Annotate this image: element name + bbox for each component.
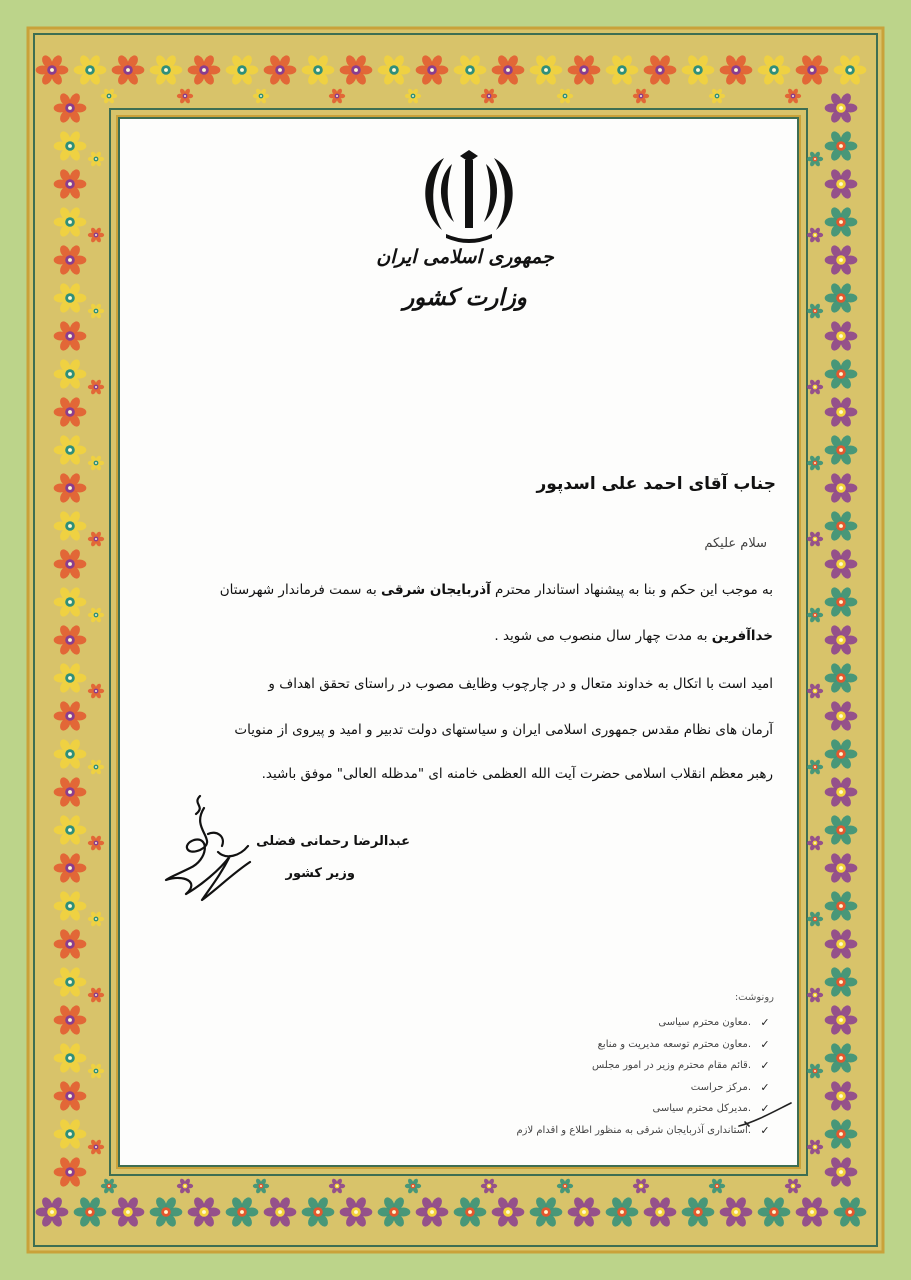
iran-emblem-icon: [416, 150, 522, 246]
salutation: سلام علیکم: [704, 536, 767, 551]
flower-dot: [95, 1070, 97, 1072]
flower-dot: [839, 866, 843, 870]
flower-dot: [68, 220, 72, 224]
flower-dot: [814, 614, 816, 616]
flower-dot: [354, 1210, 358, 1214]
check-icon: ✓: [760, 1102, 770, 1116]
flower-dot: [839, 562, 843, 566]
flower-dot: [658, 1210, 662, 1214]
flower-dot: [468, 68, 472, 72]
flower-dot: [412, 1185, 414, 1187]
flower-dot: [839, 714, 843, 718]
flower-dot: [792, 95, 794, 97]
cc-item: [441, 1012, 771, 1034]
check-icon: ✓: [760, 1080, 770, 1094]
flower-dot: [95, 538, 97, 540]
flower-dot: [839, 486, 843, 490]
flower-dot: [95, 918, 97, 920]
flower-dot: [716, 95, 718, 97]
flower-dot: [814, 310, 816, 312]
flower-dot: [68, 1018, 72, 1022]
flower-dot: [412, 95, 414, 97]
flower-dot: [430, 1210, 434, 1214]
flower-dot: [506, 1210, 510, 1214]
flower-dot: [716, 1185, 718, 1187]
flower-dot: [164, 68, 168, 72]
flower-dot: [848, 1210, 852, 1214]
cc-item-label: مدیرکل محترم سیاسی.: [652, 1103, 751, 1115]
flower-dot: [814, 386, 816, 388]
flower-dot: [202, 1210, 206, 1214]
flower-dot: [696, 68, 700, 72]
flower-dot: [772, 68, 776, 72]
flower-dot: [240, 1210, 244, 1214]
body-line-1-before: به موجب این حکم و بنا به پیشنهاد استاندار محترم: [490, 582, 773, 598]
flower-dot: [640, 1185, 642, 1187]
flower-dot: [95, 614, 97, 616]
flower-dot: [68, 714, 72, 718]
flower-dot: [68, 410, 72, 414]
flower-dot: [68, 144, 72, 148]
flower-dot: [734, 1210, 738, 1214]
flower-dot: [564, 1185, 566, 1187]
flower-dot: [68, 372, 72, 376]
flower-dot: [814, 918, 816, 920]
flower-dot: [68, 258, 72, 262]
body-line-3: امید است با اتکال به خداوند متعال و در چارچوب وظایف مصوب در راستای تحقق اهداف و: [268, 676, 773, 692]
flower-dot: [814, 234, 816, 236]
flower-dot: [839, 980, 843, 984]
flower-dot: [814, 766, 816, 768]
flower-dot: [50, 68, 54, 72]
cc-item-label: معاون محترم توسعه مدیریت و منابع.: [597, 1038, 751, 1050]
flower-dot: [392, 68, 396, 72]
flower-dot: [316, 68, 320, 72]
flower-dot: [620, 1210, 624, 1214]
flower-dot: [839, 1094, 843, 1098]
flower-dot: [95, 766, 97, 768]
flower-dot: [839, 676, 843, 680]
flower-dot: [88, 1210, 92, 1214]
check-icon: ✓: [760, 1059, 770, 1073]
flower-dot: [108, 95, 110, 97]
flower-dot: [95, 462, 97, 464]
country-name: جمهوری اسلامی ایران: [376, 246, 554, 268]
flower-dot: [839, 144, 843, 148]
cc-item: [441, 1077, 771, 1099]
flower-dot: [95, 842, 97, 844]
flower-dot: [640, 95, 642, 97]
flower-dot: [620, 68, 624, 72]
flower-dot: [839, 220, 843, 224]
flower-dot: [839, 106, 843, 110]
flower-dot: [839, 600, 843, 604]
flower-dot: [839, 372, 843, 376]
signer-name: عبدالرضا رحمانی فضلی: [256, 834, 410, 849]
flower-dot: [839, 904, 843, 908]
flower-dot: [814, 1070, 816, 1072]
flower-dot: [839, 334, 843, 338]
body-line-1: [133, 582, 773, 598]
flower-dot: [839, 524, 843, 528]
cc-item-label: استانداری آذربایجان شرقی به منظور اطلاع و اقدام لازم.: [516, 1124, 751, 1136]
flower-dot: [336, 95, 338, 97]
flower-dot: [839, 1056, 843, 1060]
flower-dot: [839, 1132, 843, 1136]
flower-dot: [544, 1210, 548, 1214]
flower-dot: [108, 1185, 110, 1187]
cc-item: [441, 1120, 771, 1142]
flower-dot: [839, 790, 843, 794]
flower-dot: [202, 68, 206, 72]
flower-dot: [68, 1094, 72, 1098]
handwritten-signature: [160, 790, 265, 920]
flower-dot: [488, 95, 490, 97]
flower-dot: [260, 95, 262, 97]
cc-title: رونوشت:: [734, 992, 774, 1003]
cc-item-label: مرکز حراست.: [690, 1081, 751, 1093]
flower-dot: [68, 676, 72, 680]
flower-dot: [468, 1210, 472, 1214]
city-name: خداآفرین: [711, 628, 773, 644]
flower-dot: [814, 842, 816, 844]
flower-dot: [68, 600, 72, 604]
flower-dot: [696, 1210, 700, 1214]
flower-dot: [278, 68, 282, 72]
flower-dot: [848, 68, 852, 72]
flower-dot: [68, 980, 72, 984]
flower-dot: [68, 1132, 72, 1136]
flower-dot: [839, 942, 843, 946]
flower-dot: [772, 1210, 776, 1214]
pen-mark: [735, 1100, 795, 1130]
flower-dot: [68, 562, 72, 566]
flower-dot: [184, 1185, 186, 1187]
flower-dot: [88, 68, 92, 72]
flower-dot: [184, 95, 186, 97]
flower-dot: [68, 1170, 72, 1174]
flower-dot: [126, 68, 130, 72]
flower-dot: [50, 1210, 54, 1214]
flower-dot: [95, 158, 97, 160]
addressee: جناب آقای احمد علی اسدپور: [536, 474, 776, 494]
cc-item: [441, 1055, 771, 1077]
flower-dot: [68, 334, 72, 338]
flower-dot: [68, 524, 72, 528]
flower-dot: [68, 942, 72, 946]
flower-dot: [164, 1210, 168, 1214]
flower-dot: [582, 68, 586, 72]
body-line-5: رهبر معظم انقلاب اسلامی حضرت آیت الله العظمی خامنه ای "مدظله العالی" موفق باشید.: [261, 766, 773, 782]
flower-dot: [544, 68, 548, 72]
flower-dot: [506, 68, 510, 72]
flower-dot: [792, 1185, 794, 1187]
flower-dot: [95, 234, 97, 236]
flower-dot: [68, 448, 72, 452]
body-line-1-after: به سمت فرماندار شهرستان: [219, 582, 382, 598]
flower-dot: [68, 752, 72, 756]
flower-dot: [839, 1018, 843, 1022]
flower-dot: [68, 106, 72, 110]
flower-dot: [68, 828, 72, 832]
flower-dot: [68, 1056, 72, 1060]
check-icon: ✓: [760, 1037, 770, 1051]
flower-dot: [95, 386, 97, 388]
cc-item: [441, 1034, 771, 1056]
flower-dot: [430, 68, 434, 72]
flower-dot: [68, 296, 72, 300]
flower-dot: [658, 68, 662, 72]
flower-dot: [336, 1185, 338, 1187]
province-name: آذربایجان شرقی: [381, 582, 491, 598]
flower-dot: [814, 538, 816, 540]
flower-dot: [810, 1210, 814, 1214]
flower-dot: [68, 486, 72, 490]
ministry-name: وزارت کشور: [403, 284, 527, 311]
flower-dot: [95, 1146, 97, 1148]
flower-dot: [839, 410, 843, 414]
flower-dot: [839, 638, 843, 642]
signer-title: وزیر کشور: [285, 866, 355, 881]
flower-dot: [564, 95, 566, 97]
cc-list: [441, 1012, 771, 1141]
flower-dot: [839, 752, 843, 756]
flower-dot: [814, 462, 816, 464]
flower-dot: [839, 182, 843, 186]
flower-dot: [354, 68, 358, 72]
flower-dot: [260, 1185, 262, 1187]
cc-item-label: معاون محترم سیاسی.: [658, 1017, 751, 1029]
flower-dot: [95, 994, 97, 996]
flower-dot: [839, 258, 843, 262]
flower-dot: [839, 296, 843, 300]
flower-dot: [68, 904, 72, 908]
flower-dot: [839, 1170, 843, 1174]
flower-dot: [814, 994, 816, 996]
body-line-2: [133, 628, 773, 644]
flower-dot: [810, 68, 814, 72]
body-line-2-after: به مدت چهار سال منصوب می شوید .: [494, 628, 712, 644]
flower-dot: [240, 68, 244, 72]
flower-dot: [839, 828, 843, 832]
flower-dot: [278, 1210, 282, 1214]
flower-dot: [734, 68, 738, 72]
flower-dot: [392, 1210, 396, 1214]
flower-dot: [814, 1146, 816, 1148]
flower-dot: [126, 1210, 130, 1214]
flower-dot: [814, 158, 816, 160]
flower-dot: [839, 448, 843, 452]
flower-dot: [68, 790, 72, 794]
cc-item: [441, 1098, 771, 1120]
flower-dot: [95, 690, 97, 692]
check-icon: ✓: [760, 1123, 770, 1137]
flower-dot: [68, 182, 72, 186]
flower-dot: [316, 1210, 320, 1214]
body-line-4: آرمان های نظام مقدس جمهوری اسلامی ایران و سیاستهای دولت تدبیر و امید و پیروی از منویات: [234, 722, 773, 738]
flower-dot: [95, 310, 97, 312]
flower-dot: [582, 1210, 586, 1214]
flower-dot: [68, 866, 72, 870]
flower-dot: [814, 690, 816, 692]
cc-item-label: قائم مقام محترم وزیر در امور مجلس.: [592, 1060, 751, 1072]
check-icon: ✓: [760, 1016, 770, 1030]
flower-dot: [68, 638, 72, 642]
flower-dot: [488, 1185, 490, 1187]
